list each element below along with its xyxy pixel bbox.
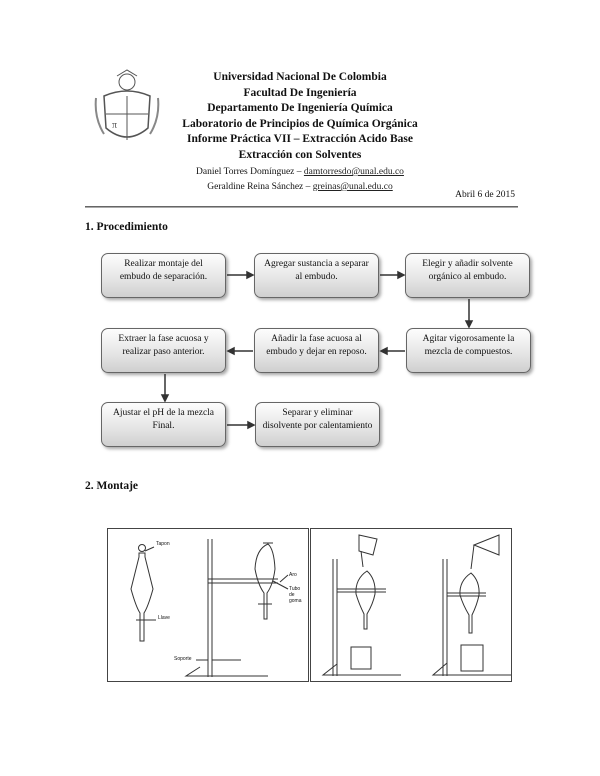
separatory-funnel-illustration bbox=[108, 529, 308, 681]
arrow-icon bbox=[162, 374, 168, 401]
figure-extraction-steps bbox=[310, 528, 512, 682]
author-name: Daniel Torres Domínguez – bbox=[196, 167, 304, 177]
flow-step: Extraer la fase acuosa y realizar paso anterior. bbox=[101, 328, 226, 373]
flow-step: Ajustar el pH de la mezcla Final. bbox=[101, 402, 226, 447]
flow-step: Añadir la fase acuosa al embudo y dejar en reposo. bbox=[254, 328, 379, 373]
author-email-link[interactable]: greinas@unal.edu.co bbox=[312, 182, 393, 192]
author-email-link[interactable]: damtorresdo@unal.edu.co bbox=[303, 167, 404, 177]
section-heading: 2. Montaje bbox=[85, 480, 139, 492]
label-tapon: Tapon bbox=[156, 541, 170, 547]
title-line: Informe Práctica VII – Extracción Acido Base bbox=[187, 133, 413, 145]
extraction-steps-illustration bbox=[311, 529, 511, 681]
label-llave: Llave bbox=[158, 615, 170, 621]
date: Abril 6 de 2015 bbox=[455, 190, 515, 200]
flow-step: Agregar sustancia a separar al embudo. bbox=[254, 253, 379, 298]
flow-step: Elegir y añadir solvente orgánico al embudo. bbox=[405, 253, 530, 298]
flow-step: Realizar montaje del embudo de separación. bbox=[101, 253, 226, 298]
title-line: Extracción con Solventes bbox=[238, 148, 362, 161]
title-line: Universidad Nacional De Colombia bbox=[213, 71, 387, 83]
svg-text:π: π bbox=[112, 120, 118, 131]
flow-step: Agitar vigorosamente la mezcla de compuestos. bbox=[406, 328, 531, 373]
arrow-icon bbox=[228, 348, 253, 354]
arrow-icon bbox=[227, 422, 254, 428]
arrow-icon bbox=[380, 272, 404, 278]
label-soporte: Soporte bbox=[174, 656, 192, 662]
title-line: Facultad De Ingeniería bbox=[243, 86, 357, 99]
arrow-icon bbox=[381, 348, 405, 354]
author-name: Geraldine Reina Sánchez – bbox=[207, 182, 313, 192]
label-tubo-de-goma: Tubo de goma bbox=[289, 586, 302, 604]
arrow-icon bbox=[466, 299, 472, 327]
title-line: Laboratorio de Principios de Química Orgánica bbox=[182, 117, 418, 130]
label-aro: Aro bbox=[289, 572, 297, 578]
flow-step: Separar y eliminar disolvente por calentamiento bbox=[255, 402, 380, 447]
arrow-icon bbox=[227, 272, 253, 278]
figure-separatory-funnel bbox=[107, 528, 309, 682]
section-heading: 1. Procedimiento bbox=[85, 221, 168, 233]
title-line: Departamento De Ingeniería Química bbox=[207, 102, 393, 114]
